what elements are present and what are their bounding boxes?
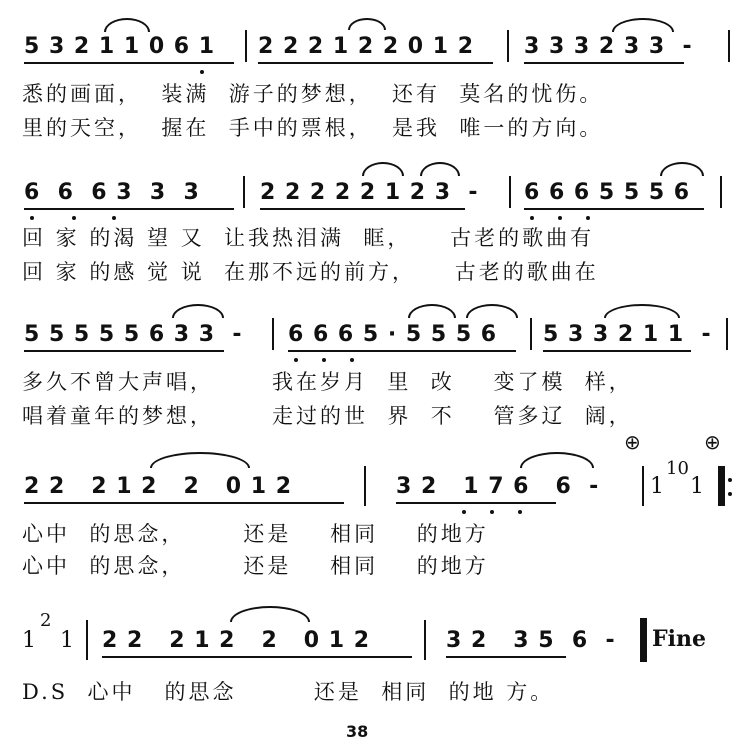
volta-number: 2	[40, 610, 52, 631]
slur	[408, 304, 456, 318]
beam	[543, 350, 691, 352]
staff3-bar1-notes: 5 5 5 5 5 6 3 3 -	[24, 322, 243, 347]
slur	[348, 18, 386, 30]
beam	[258, 62, 493, 64]
beam	[24, 208, 234, 210]
staff4-lyric2: 心中 的思念， 还是 相同 的地方	[22, 554, 489, 578]
barline	[364, 466, 366, 506]
beam	[288, 350, 516, 352]
coda-sign-icon: ⊕	[624, 430, 641, 454]
octave-dot	[462, 510, 466, 514]
barline	[245, 30, 247, 62]
volta-note: 1	[650, 474, 664, 499]
octave-dot	[112, 216, 116, 220]
slur	[420, 162, 460, 176]
volta-note: 1	[60, 628, 74, 653]
slur	[612, 18, 674, 32]
barline	[728, 30, 730, 62]
slur	[362, 162, 404, 176]
beam	[524, 62, 684, 64]
slur	[230, 606, 310, 622]
staff3-bar2-notes: 6 6 6 5 · 5 5 5 6	[288, 322, 498, 347]
beam	[24, 502, 344, 504]
slur	[604, 304, 680, 318]
volta-note: 1	[22, 628, 36, 653]
barline	[243, 176, 245, 208]
octave-dot	[30, 216, 34, 220]
beam	[524, 208, 704, 210]
staff4-bar2-notes: 3 2 1 7 6 6 -	[396, 474, 600, 499]
barline	[642, 466, 644, 506]
page-number: 38	[346, 722, 369, 741]
staff1-lyric2: 里的天空， 握在 手中的票根， 是我 唯一的方向。	[22, 116, 604, 140]
staff3-bar3-notes: 5 3 3 2 1 1 -	[543, 322, 712, 347]
staff5-bar1-notes: 2 2 2 1 2 2 0 1 2	[102, 628, 370, 653]
beam	[396, 502, 556, 504]
octave-dot	[322, 358, 326, 362]
octave-dot	[586, 216, 590, 220]
barline	[726, 318, 728, 350]
slur	[104, 18, 150, 32]
staff1-bar1-notes: 5 3 2 1 1 0 6 1	[24, 34, 216, 59]
beam	[24, 350, 224, 352]
staff2-bar2-notes: 2 2 2 2 2 1 2 3 -	[260, 180, 479, 205]
barline	[86, 620, 88, 660]
staff2-bar3-notes: 6 6 6 5 5 5 6	[524, 180, 691, 205]
staff4-bar1-notes: 2 2 2 1 2 2 0 1 2	[24, 474, 292, 499]
octave-dot	[558, 216, 562, 220]
staff5-lyric1: D.S 心中 的思念 还是 相同 的地 方。	[22, 680, 555, 704]
staff4-lyric1: 心中 的思念， 还是 相同 的地方	[22, 522, 489, 546]
barline	[272, 318, 274, 350]
final-barline	[640, 618, 647, 662]
volta-number: 10	[666, 458, 689, 479]
staff1-bar3-notes: 3 3 3 2 3 3 -	[524, 34, 693, 59]
barline	[720, 176, 722, 208]
beam	[24, 62, 234, 64]
repeat-dot	[728, 478, 732, 482]
octave-dot	[518, 510, 522, 514]
coda-sign-icon: ⊕	[704, 430, 721, 454]
octave-dot	[490, 510, 494, 514]
staff2-bar1-notes: 6 6 6 3 3 3	[24, 180, 200, 205]
slur	[660, 162, 704, 176]
slur	[150, 452, 250, 468]
octave-dot	[530, 216, 534, 220]
staff3-lyric2: 唱着童年的梦想， 走过的世 界 不 管多辽 阔，	[22, 404, 633, 428]
beam	[260, 208, 465, 210]
barline	[530, 318, 532, 350]
staff2-lyric1: 回 家 的渴 望 又 让我热泪满 眶， 古老的歌曲有	[22, 226, 595, 250]
staff3-lyric1: 多久不曾大声唱， 我在岁月 里 改 变了模 样，	[22, 370, 633, 394]
staff5-bar2-notes: 3 2 3 5 6 -	[446, 628, 616, 653]
slur	[466, 304, 518, 318]
repeat-dot	[728, 492, 732, 496]
beam	[102, 656, 412, 658]
repeat-barline	[718, 466, 725, 506]
volta-note: 1	[690, 474, 704, 499]
octave-dot	[72, 216, 76, 220]
staff1-lyric1: 悉的画面， 装满 游子的梦想， 还有 莫名的忧伤。	[22, 82, 604, 106]
barline	[424, 620, 426, 660]
barline	[507, 30, 509, 62]
staff2-lyric2: 回 家 的感 觉 说 在那不远的前方， 古老的歌曲在	[22, 260, 599, 284]
octave-dot	[200, 70, 204, 74]
slur	[520, 452, 594, 468]
staff1-bar2-notes: 2 2 2 1 2 2 0 1 2	[258, 34, 475, 59]
slur	[172, 304, 224, 318]
octave-dot	[294, 358, 298, 362]
beam	[446, 656, 566, 658]
octave-dot	[350, 358, 354, 362]
fine-label: Fine	[652, 626, 706, 652]
barline	[509, 176, 511, 208]
